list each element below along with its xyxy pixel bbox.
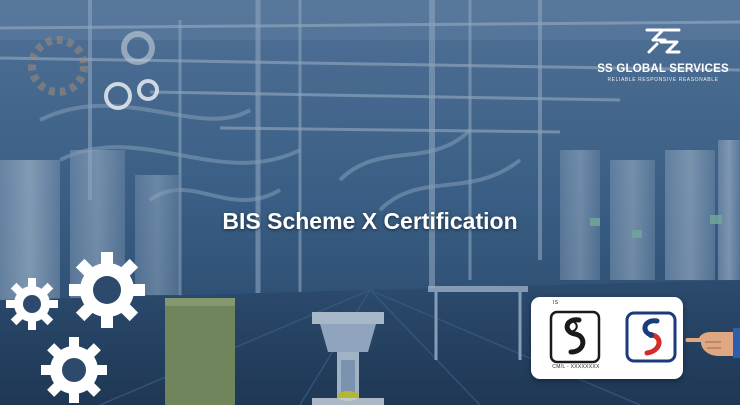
page-title: BIS Scheme X Certification [222,208,518,234]
license-code: CM/L - XXXXXXXX [552,364,600,370]
ss-global-logo-icon [643,26,683,56]
isi-mark-icon [549,310,601,364]
brand-name: SS GLOBAL SERVICES [597,63,729,75]
pointing-hand-icon [685,318,740,358]
bis-standard-mark-icon [625,311,677,363]
gear-icon [4,252,154,405]
brand-logo[interactable] [588,26,738,83]
gear-icon [18,18,168,118]
brand-tagline: RELIABLE RESPONSIVE REASONABLE [607,77,719,83]
is-label: IS [553,300,559,306]
